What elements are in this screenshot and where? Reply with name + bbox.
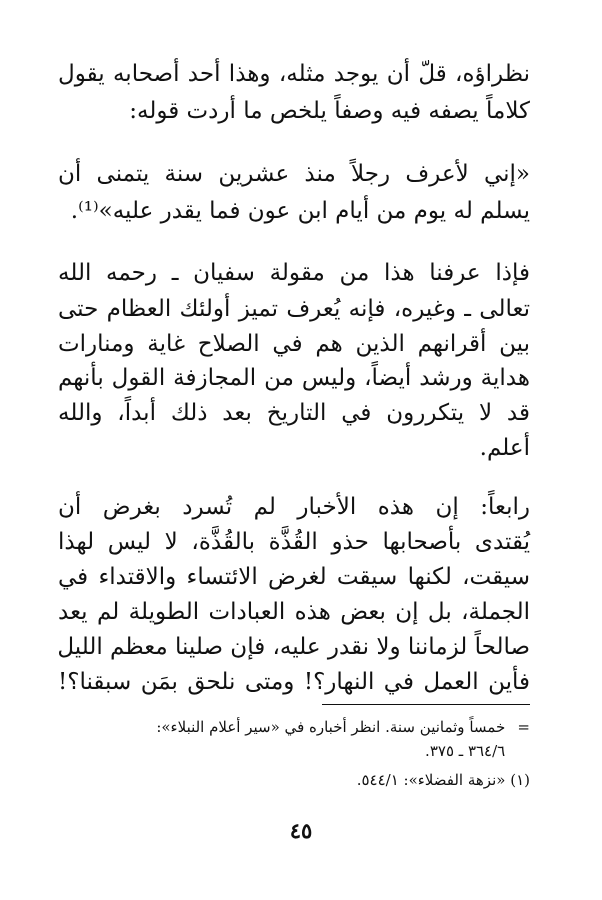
body-line: بين أقرانهم الذين هم في الصلاح غاية ومنارات [58, 331, 530, 357]
body-line: نظراؤه، قلّ أن يوجد مثله، وهذا أحد أصحابه يقول [58, 61, 530, 87]
quote-line: يسلم له يوم من أيام ابن عون فما يقدر عليه»⁽¹⁾. [70, 198, 530, 224]
body-line: يُقتدى بأصحابها حذو القُذَّة بالقُذَّة، لا ليس لهذا [58, 529, 530, 555]
footnote-1-marker: (١) [510, 771, 530, 789]
page-number: ٤٥ [289, 818, 313, 843]
footnote-1 [58, 769, 530, 791]
footnote-continuation-text: خمساً وثمانين سنة. انظر أخباره في «سير أعلام النبلاء»: [156, 718, 506, 736]
footnote-continuation [58, 740, 530, 762]
footnote-continuation-marker: = [517, 718, 530, 736]
body-line: أعلم. [479, 435, 530, 461]
body-line: تعالى ـ وغيره، فإنه يُعرف تميز أولئك العظام حتى [58, 296, 530, 322]
body-line: رابعاً: إن هذه الأخبار لم تُسرد بغرض أن [58, 494, 530, 520]
footnote-continuation-text: ٣٦٤/٦ ـ ٣٧٥. [425, 742, 506, 760]
body-line: فإذا عرفنا هذا من مقولة سفيان ـ رحمه الله [58, 260, 530, 286]
body-line: سيقت، لكنها سيقت لغرض الائتساء والاقتداء في [58, 564, 530, 590]
body-line: فأين العمل في النهار؟! ومتى نلحق بمَن سبقنا؟! [58, 669, 530, 695]
footnote-separator [322, 704, 530, 705]
body-line: قد لا يتكررون في التاريخ بعد ذلك أبداً، والله [58, 400, 530, 426]
footnote-1-text: «نزهة الفضلاء»: ٥٤٤/١. [356, 771, 506, 789]
body-line: هداية ورشد أيضاً، وليس من المجازفة القول بأنهم [58, 365, 530, 391]
body-line: كلاماً يصفه فيه وصفاً يلخص ما أردت قوله: [129, 98, 530, 124]
body-line: صالحاً لزماننا ولا نقدر عليه، فإن صلينا معظم الليل [57, 634, 530, 660]
body-line: الجملة، بل إن بعض هذه العبادات الطويلة لم يعد [58, 599, 530, 625]
footnote-continuation [58, 716, 530, 738]
quote-line: «إني لأعرف رجلاً منذ عشرين سنة يتمنى أن [58, 161, 530, 187]
